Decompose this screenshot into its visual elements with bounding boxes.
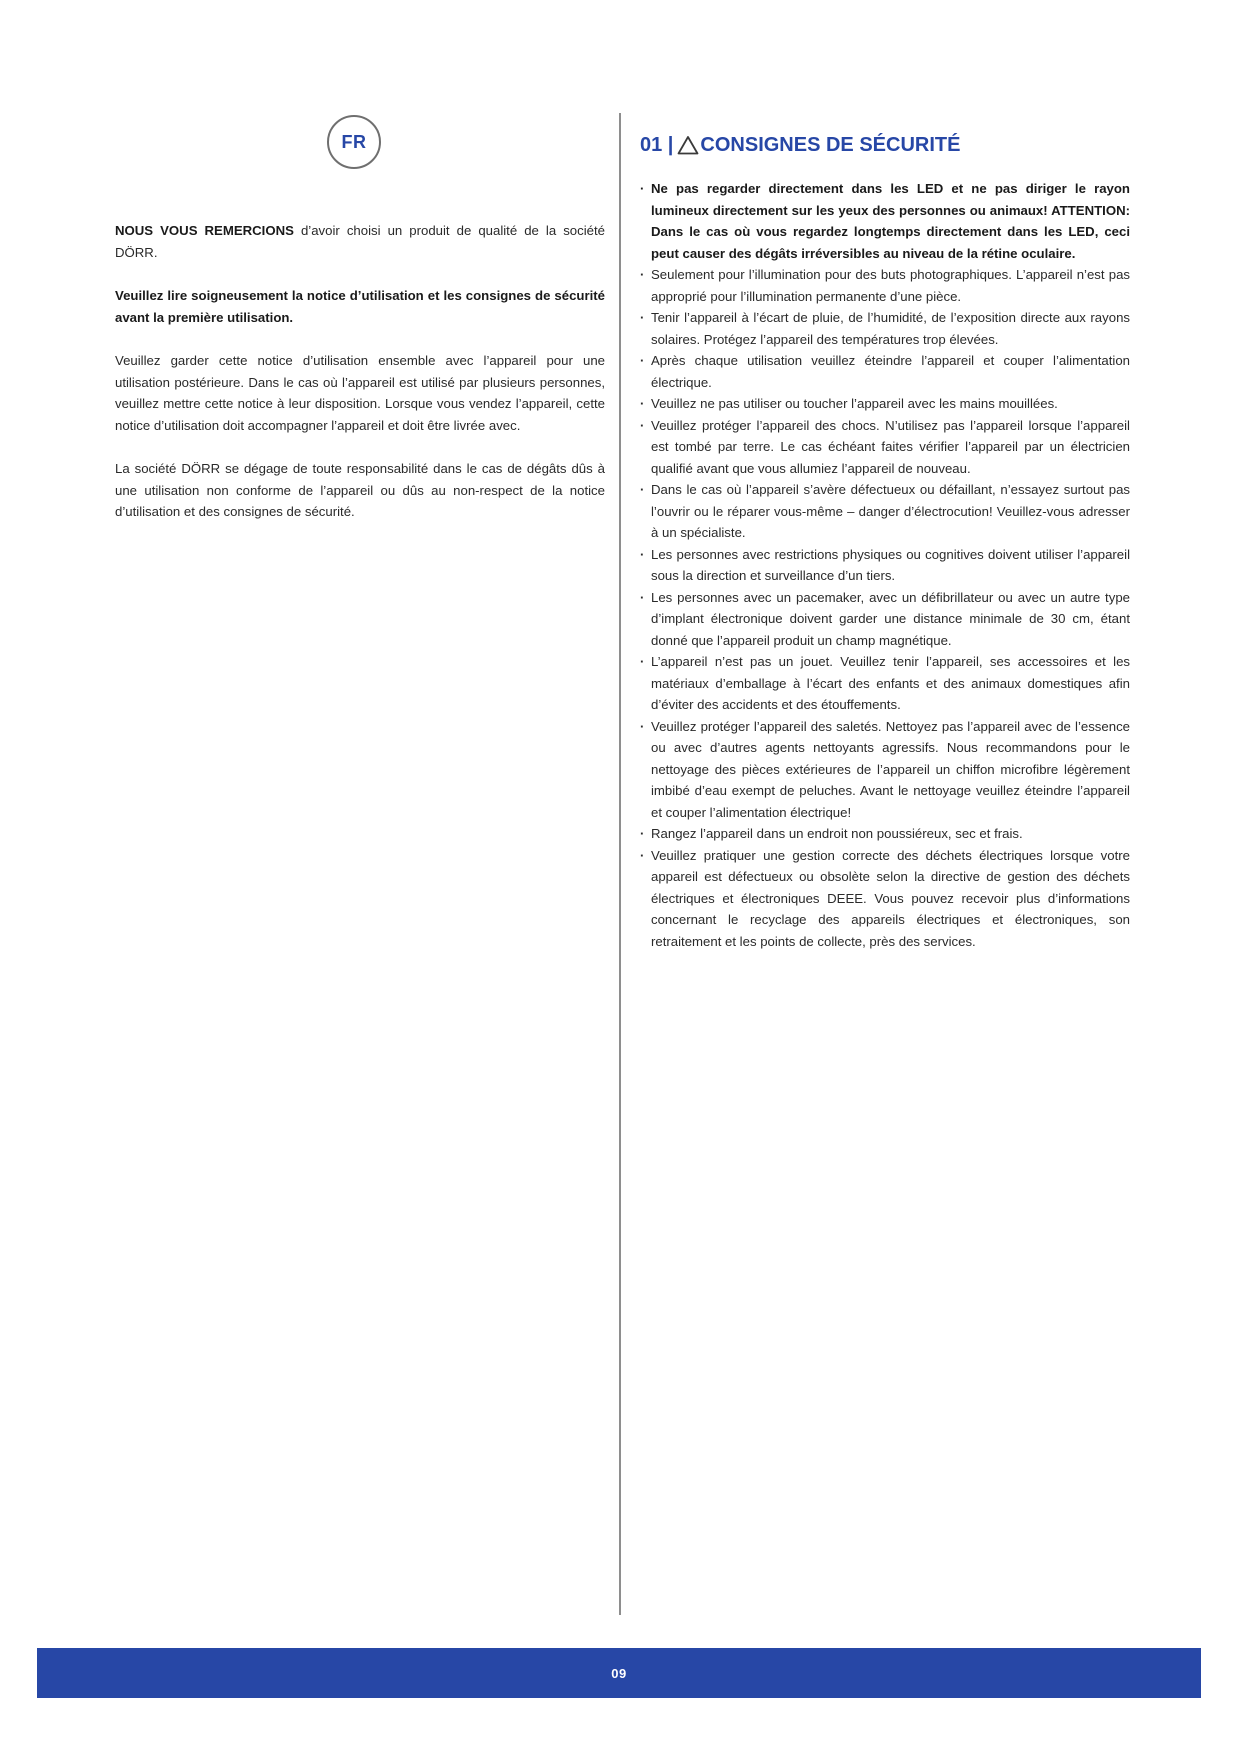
section-title-text: CONSIGNES DE SÉCURITÉ [700, 133, 961, 156]
thanks-paragraph [115, 220, 605, 263]
safety-item: · Veuillez protéger l’appareil des saletés. Nettoyez pas l’appareil avec de l’essence ou avec d’autres agents nettoyants agressifs. Nous recommandons pour le nettoyage des pièces extérieures de l’appareil un chiffon microfibre légèrement imbibé d’eau exempt de peluches. Avant le nettoyage veuillez éteindre l’appareil et couper l’alimentation électrique! [640, 716, 1130, 824]
safety-column [640, 130, 1130, 952]
safety-item: · Veuillez ne pas utiliser ou toucher l’appareil avec les mains mouillées. [640, 393, 1130, 415]
language-badge: FR [327, 115, 381, 169]
liability-paragraph: La société DÖRR se dégage de toute responsabilité dans le cas de dégâts dûs à une utilisation non conforme de l’appareil ou dûs au non-respect de la notice d’utilisation et des consignes de sécurité. [115, 461, 605, 519]
section-title [640, 130, 1130, 160]
safety-item: · Veuillez protéger l’appareil des chocs. N’utilisez pas l’appareil lorsque l’appareil est tombé par terre. Le cas échéant faites vérifier l’appareil par un électricien qualifié avant que vous allumiez l’appareil de nouveau. [640, 415, 1130, 480]
safety-item: · Rangez l’appareil dans un endroit non poussiéreux, sec et frais. [640, 823, 1130, 845]
safety-item: · Les personnes avec un pacemaker, avec un défibrillateur ou avec un autre type d’implant électronique doivent garder une distance minimale de 30 cm, étant donné que l’appareil produit un champ magnétique. [640, 587, 1130, 652]
page-number: 09 [611, 1665, 627, 1681]
safety-item: · Après chaque utilisation veuillez éteindre l’appareil et couper l’alimentation électrique. [640, 350, 1130, 393]
thanks-heading: NOUS VOUS REMERCIONS [115, 223, 294, 238]
safety-item: · Dans le cas où l’appareil s’avère défectueux ou défaillant, n’essayez surtout pas l’ouvrir ou le réparer vous-même – danger d’électrocution! Veuillez-vous adresser à un spécialiste. [640, 479, 1130, 544]
thanks-text: d’avoir choisi un produit de qualité de la société DÖRR. [115, 223, 605, 260]
safety-item: · Veuillez pratiquer une gestion correcte des déchets électriques lorsque votre appareil est défectueux ou obsolète selon la directive de gestion des déchets électriques et électroniques DEEE. Vous pouvez recevoir plus d’informations concernant le recyclage des appareils électriques et électroniques, son retraitement et les points de collecte, près des services. [640, 845, 1130, 953]
read-notice-paragraph: Veuillez lire soigneusement la notice d’utilisation et les consignes de sécurité avant la première utilisation. [115, 288, 605, 325]
column-divider [619, 113, 621, 1615]
section-number: 01 | [640, 133, 674, 156]
warning-triangle-icon [677, 135, 699, 155]
safety-item: · Tenir l’appareil à l’écart de pluie, de l’humidité, de l’exposition directe aux rayons solaires. Protégez l’appareil des températures trop élevées. [640, 307, 1130, 350]
safety-list [640, 178, 1130, 952]
safety-item: · L’appareil n’est pas un jouet. Veuillez tenir l’appareil, ses accessoires et les matériaux d’emballage à l’écart des enfants et des animaux domestiques afin d’éviter des accidents et des étouffements. [640, 651, 1130, 716]
footer-bar [37, 1648, 1201, 1698]
safety-item: · Ne pas regarder directement dans les LED et ne pas diriger le rayon lumineux directement sur les yeux des personnes ou animaux! ATTENTION: Dans le cas où vous regardez longtemps directement dans les LED, ceci peut causer des dégâts irréversibles au niveau de la rétine oculaire. [640, 178, 1130, 264]
keep-notice-paragraph: Veuillez garder cette notice d’utilisation ensemble avec l’appareil pour une utilisation postérieure. Dans le cas où l’appareil est utilisé par plusieurs personnes, veuillez mettre cette notice à leur disposition. Lorsque vous vendez l’appareil, cette notice d’utilisation doit accompagner l’appareil et doit être livrée avec. [115, 353, 605, 433]
intro-column [115, 220, 605, 545]
safety-item: · Les personnes avec restrictions physiques ou cognitives doivent utiliser l’appareil sous la direction et surveillance d’un tiers. [640, 544, 1130, 587]
safety-item: · Seulement pour l’illumination pour des buts photographiques. L’appareil n’est pas approprié pour l’illumination permanente d’une pièce. [640, 264, 1130, 307]
